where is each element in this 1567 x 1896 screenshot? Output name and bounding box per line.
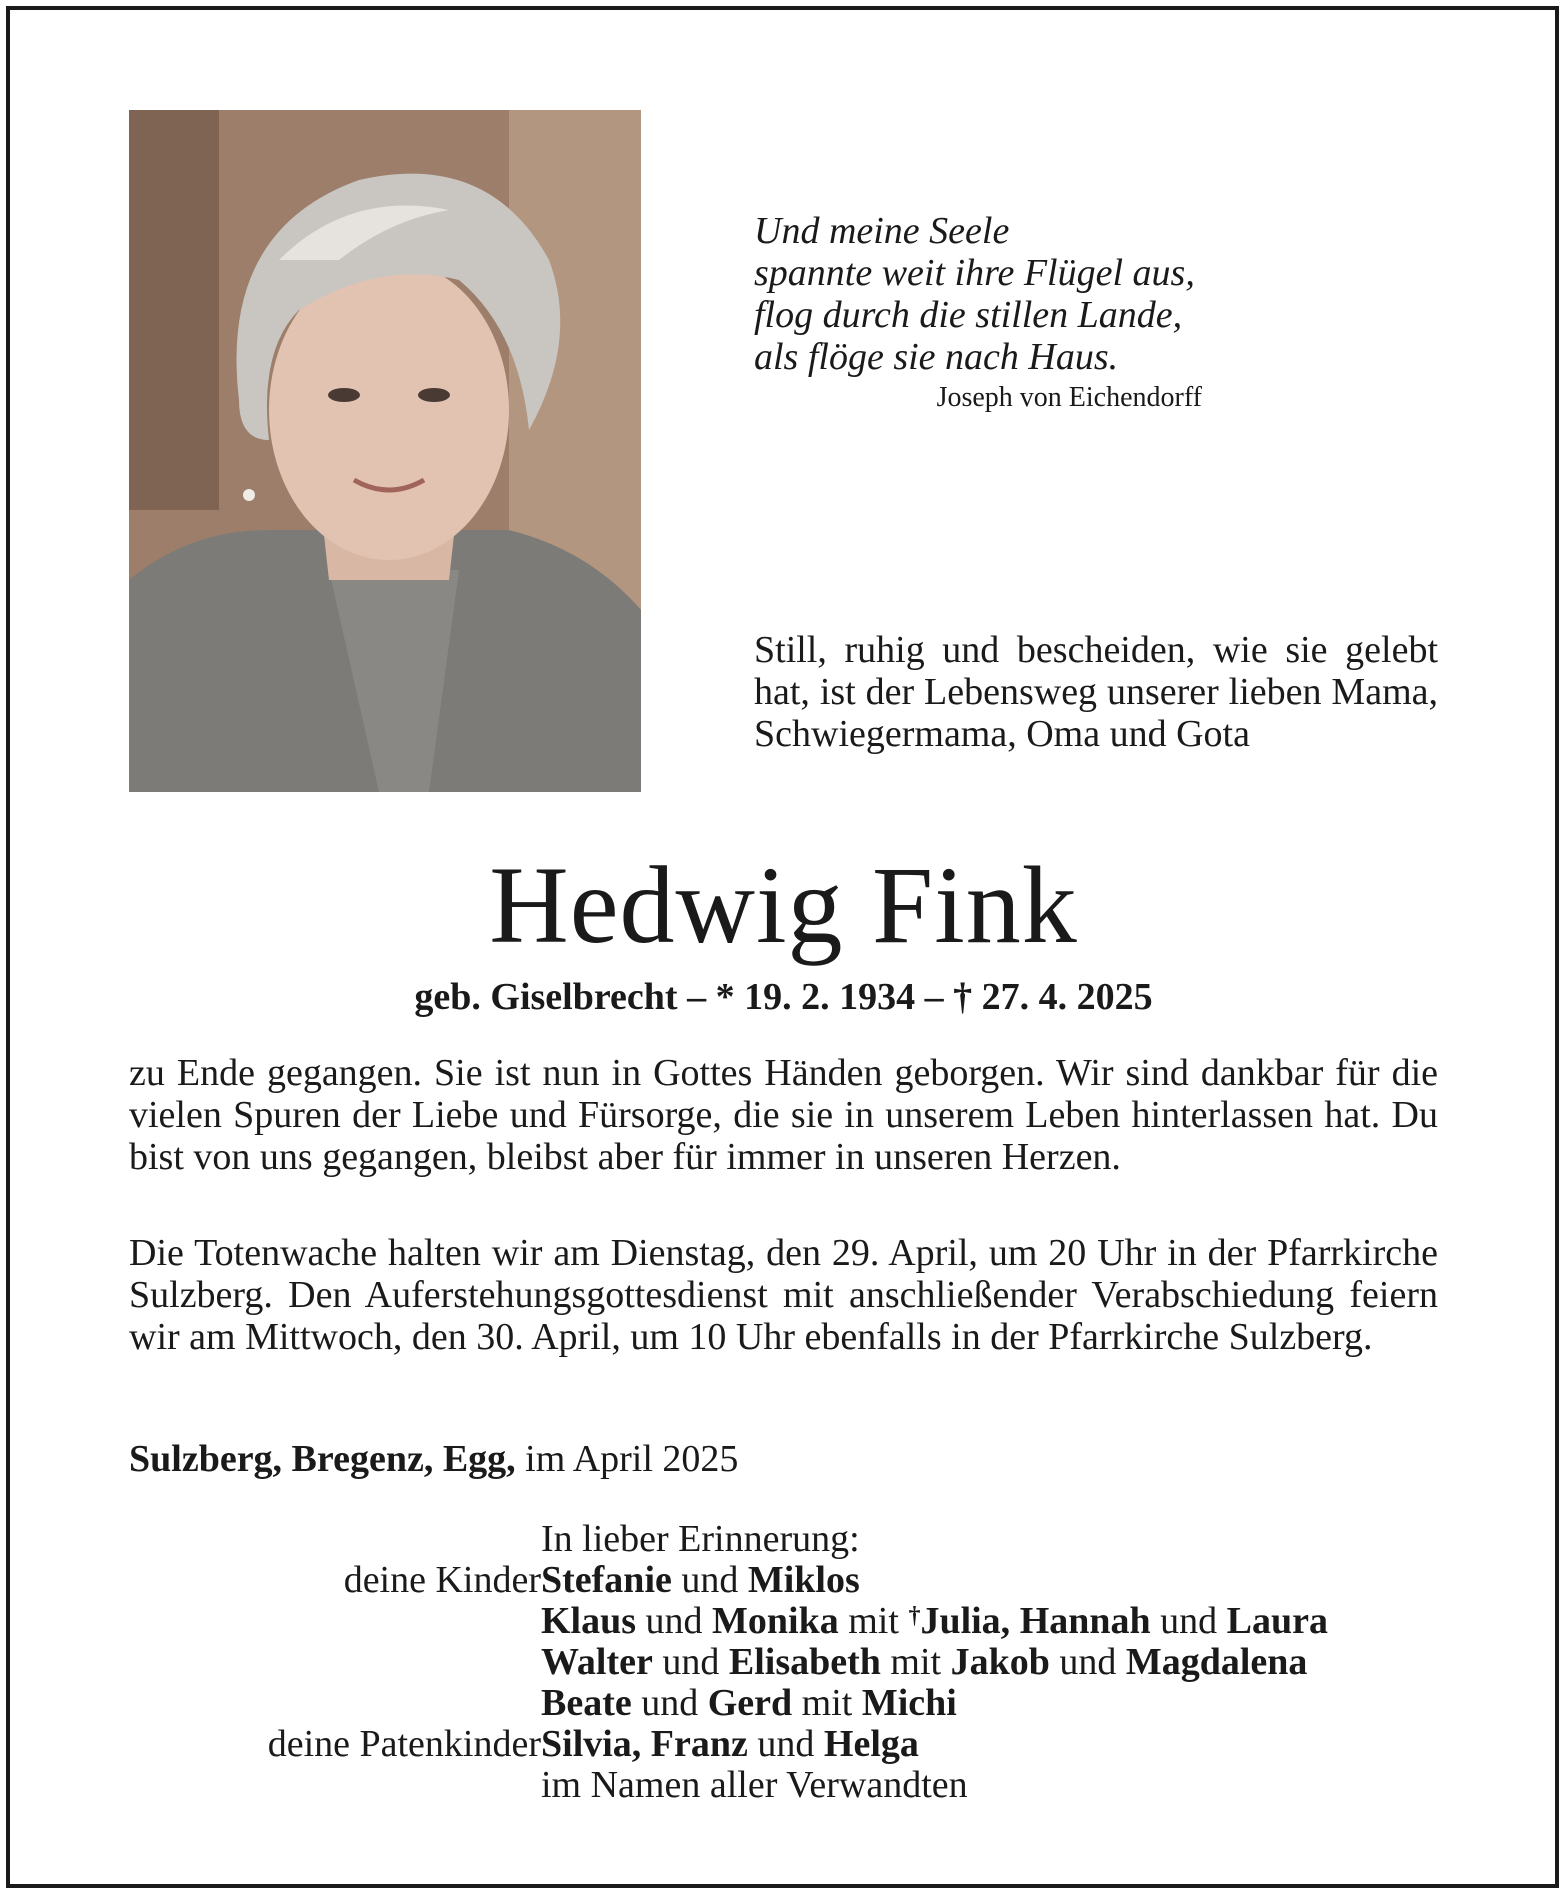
name: Miklos <box>747 1559 860 1601</box>
poem-line: flog durch die stillen Lande, <box>754 294 1183 336</box>
cross-icon: † <box>908 1603 921 1629</box>
connector: und <box>1059 1641 1117 1683</box>
connector: mit <box>890 1641 942 1683</box>
poem <box>754 210 1214 414</box>
signature-row <box>0 1683 1567 1724</box>
name: Klaus <box>541 1600 637 1642</box>
portrait-photo <box>129 110 641 792</box>
poem-author: Joseph von Eichendorff <box>936 382 1202 413</box>
children-names <box>541 1601 1328 1642</box>
name: Jakob <box>950 1641 1050 1683</box>
connector: und <box>641 1682 699 1724</box>
godchildren-label: deine Patenkinder <box>267 1723 541 1765</box>
poem-line: als flöge sie nach Haus. <box>754 336 1119 378</box>
connector: und <box>662 1641 720 1683</box>
children-names <box>541 1683 957 1724</box>
name: Beate <box>541 1682 632 1724</box>
intro-text: Still, ruhig und bescheiden, wie sie gelebt hat, ist der Lebensweg unserer lieben Mama, Schwiegermama, Oma und Gota <box>754 629 1438 755</box>
name: Stefanie <box>541 1559 672 1601</box>
place-date-line <box>129 1437 738 1481</box>
name: Michi <box>861 1682 957 1724</box>
name: Helga <box>823 1723 919 1765</box>
name: Magdalena <box>1125 1641 1308 1683</box>
connector: und <box>681 1559 739 1601</box>
connector: mit <box>848 1600 899 1642</box>
name: Monika <box>712 1600 839 1642</box>
poem-line: Und meine Seele <box>754 210 1010 252</box>
paragraph-farewell: zu Ende gegangen. Sie ist nun in Gottes Händen geborgen. Wir sind dankbar für die vielen Spuren der Liebe und Fürsorge, die sie in unserem Leben hinterlassen hat. Du bist von uns gegangen, bleibst aber für immer in unseren Herzen. <box>129 1052 1438 1178</box>
signature-row <box>0 1601 1567 1642</box>
portrait-illustration <box>129 110 641 792</box>
name: Hannah <box>1019 1600 1151 1642</box>
name: Elisabeth <box>728 1641 881 1683</box>
signature-row <box>0 1724 1567 1765</box>
name: Gerd <box>707 1682 793 1724</box>
signature-heading: In lieber Erinnerung: <box>541 1518 860 1560</box>
deceased-name: Hedwig Fink <box>489 844 1078 966</box>
signature-row <box>0 1765 1567 1806</box>
signature-row <box>0 1519 1567 1560</box>
signature-block <box>0 1519 1567 1806</box>
name: Silvia, Franz <box>541 1723 748 1765</box>
connector: und <box>1160 1600 1218 1642</box>
name: Walter <box>541 1641 653 1683</box>
birth-death-dates: geb. Giselbrecht – * 19. 2. 1934 – † 27. 4. 2025 <box>414 976 1153 1018</box>
signature-footer: im Namen aller Verwandten <box>541 1764 968 1806</box>
place-towns: Sulzberg, Bregenz, Egg, <box>129 1438 516 1480</box>
connector: und <box>757 1723 815 1765</box>
children-names <box>541 1560 860 1601</box>
godchildren-names <box>541 1724 919 1765</box>
poem-line: spannte weit ihre Flügel aus, <box>754 252 1195 294</box>
signature-row <box>0 1560 1567 1601</box>
name: Julia, <box>920 1600 1011 1642</box>
connector: mit <box>801 1682 853 1724</box>
children-names <box>541 1642 1307 1683</box>
place-date: im April 2025 <box>525 1438 739 1480</box>
children-label: deine Kinder <box>343 1559 541 1601</box>
signature-row <box>0 1642 1567 1683</box>
connector: und <box>645 1600 703 1642</box>
name: Laura <box>1226 1600 1329 1642</box>
paragraph-service-info: Die Totenwache halten wir am Dienstag, den 29. April, um 20 Uhr in der Pfarrkirche Sulzberg. Den Auferstehungsgottesdienst mit anschließender Verabschiedung feiern wir am Mittwoch, den 30. April, um 10 Uhr ebenfalls in der Pfarrkirche Sulzberg. <box>129 1232 1438 1358</box>
